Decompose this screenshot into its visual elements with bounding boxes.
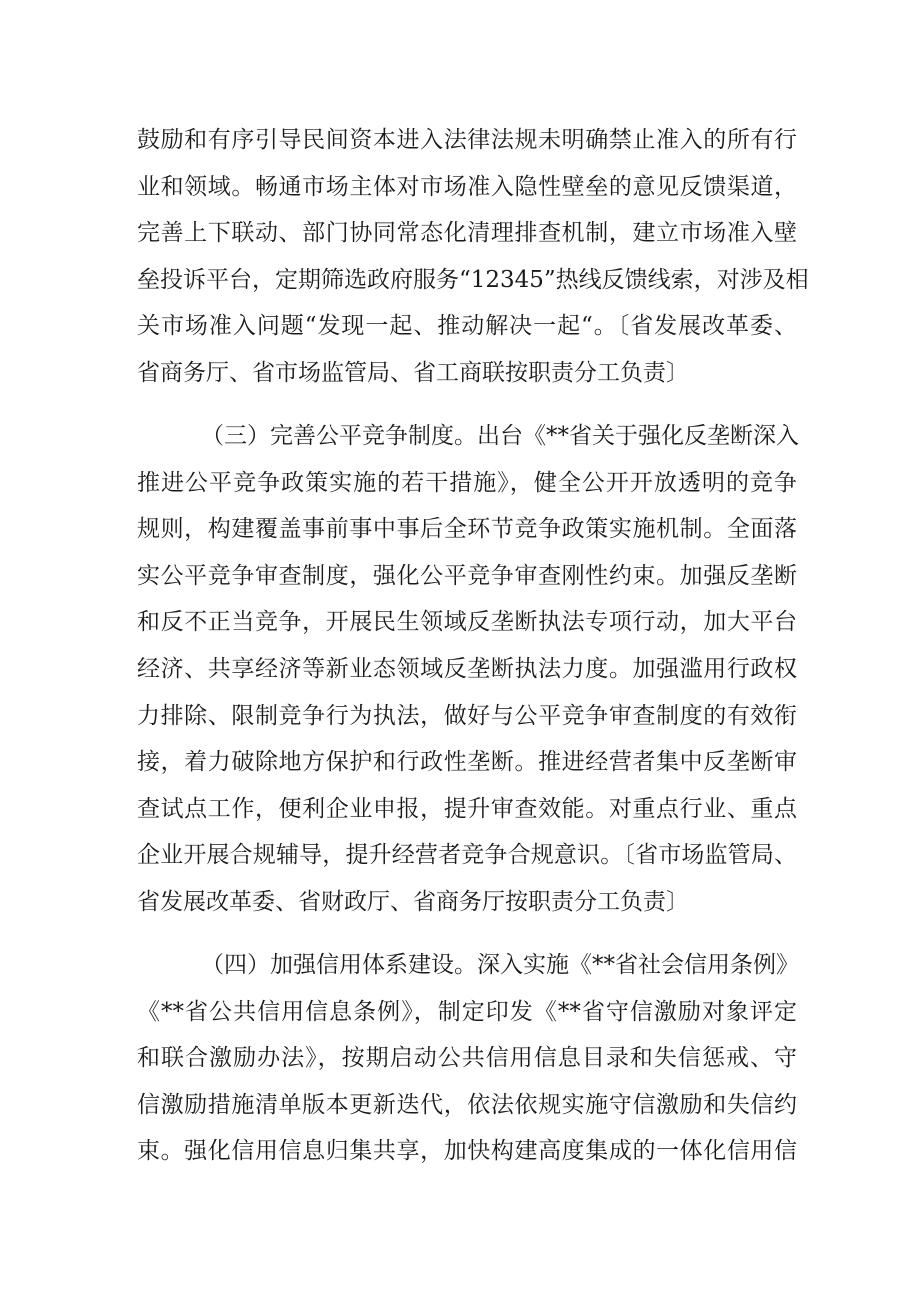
text-line: 规则，构建覆盖事前事中事后全环节竞争政策实施机制。全面落 (137, 516, 797, 543)
text-line: 力排除、限制竞争行为执法，做好与公平竞争审查制度的有效衔 (137, 702, 797, 729)
text-line: 接，着力破除地方保护和行政性垄断。推进经营者集中反垄断审 (137, 749, 797, 776)
paragraph-spacer (137, 396, 797, 413)
text-line: 《**省公共信用信息条例》，制定印发《**省守信激励对象评定 (137, 998, 797, 1025)
text-line: 鼓励和有序引导民间资本进入法律法规未明确禁止准入的所有行 (137, 127, 797, 153)
text-line: 完善上下联动、部门协同常态化清理排查机制，建立市场准入壁 (137, 220, 797, 247)
paragraph-spacer (137, 925, 797, 942)
text-line: 省发展改革委、省财政厅、省商务厅按职责分工负责〕 (137, 888, 689, 915)
text-line: 企业开展合规辅导，提升经营者竞争合规意识。〔省市场监管局、 (137, 842, 797, 869)
text-line: 推进公平竞争政策实施的若干措施》，健全公开开放透明的竞争 (137, 469, 797, 496)
paragraph-heading-line: （三）完善公平竞争制度。出台《**省关于强化反垄断深入 (201, 423, 799, 450)
text-line: 省商务厅、省市场监管局、省工商联按职责分工负责〕 (137, 359, 689, 386)
paragraph-market-access (137, 117, 809, 396)
paragraph-credit-system (137, 942, 797, 1175)
text-line: 查试点工作，便利企业申报，提升审查效能。对重点行业、重点 (137, 795, 797, 822)
text-line: 关市场准入问题“发现一起、推动解决一起“。〔省发展改革委、 (137, 313, 797, 340)
text-line: 经济、共享经济等新业态领域反垄断执法力度。加强滥用行政权 (137, 656, 797, 683)
text-line: 垒投诉平台，定期筛选政府服务“12345”热线反馈线索，对涉及相 (137, 266, 809, 293)
text-line: 和联合激励办法》，按期启动公共信用信息目录和失信惩戒、守 (137, 1045, 797, 1072)
text-line: 信激励措施清单版本更新迭代，依法依规实施守信激励和失信约 (137, 1091, 797, 1118)
paragraph-fair-competition (137, 413, 797, 925)
text-line: 业和领域。畅通市场主体对市场准入隐性壁垒的意见反馈渠道， (137, 173, 797, 200)
text-line: 束。强化信用信息归集共享，加快构建高度集成的一体化信用信 (137, 1138, 797, 1165)
paragraph-heading-line: （四）加强信用体系建设。深入实施《**省社会信用条例》 (201, 952, 799, 979)
text-line: 实公平竞争审查制度，强化公平竞争审查刚性约束。加强反垄断 (137, 562, 797, 589)
text-line: 和反不正当竞争，开展民生领域反垄断执法专项行动，加大平台 (137, 609, 797, 636)
document-body (137, 117, 809, 1175)
